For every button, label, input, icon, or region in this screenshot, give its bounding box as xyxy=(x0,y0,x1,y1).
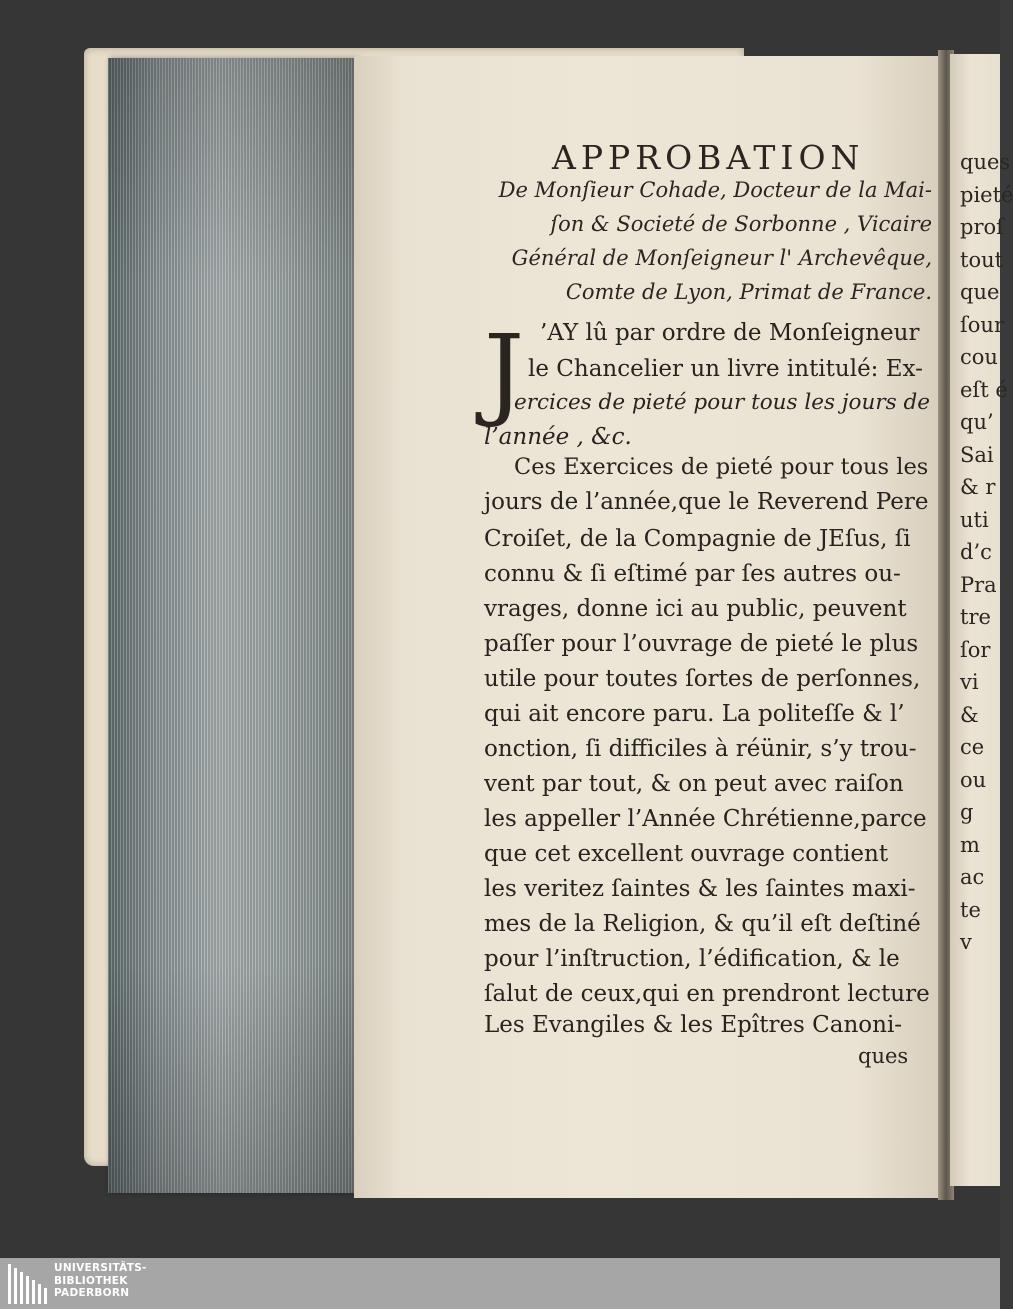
text-line: que cet excellent ouvrage contient xyxy=(484,841,889,867)
drop-capital: J xyxy=(484,313,525,430)
facing-text-fragment: ſor xyxy=(960,637,991,662)
facing-text-fragment: vi xyxy=(960,670,979,694)
facing-text-fragment: eſt é xyxy=(960,377,1008,402)
facing-text-fragment: v xyxy=(960,930,972,954)
library-line: BIBLIOTHEK xyxy=(54,1274,128,1287)
text-line: pour l’inſtruction, l’édification, & le xyxy=(484,946,900,972)
text-line: l’année , &c. xyxy=(484,424,632,450)
facing-text-fragment: m xyxy=(960,832,980,857)
facing-text-fragment: ſour xyxy=(960,312,1004,337)
subtitle-line: Comte de Lyon, Primat de France. xyxy=(565,280,932,304)
facing-page xyxy=(950,54,1013,1186)
library-name xyxy=(54,1262,147,1300)
library-logo-icon xyxy=(8,1264,48,1304)
text-line: vrages, donne ici au public, peuvent xyxy=(484,596,907,622)
facing-text-fragment: & xyxy=(960,702,979,727)
library-line: UNIVERSITÄTS- xyxy=(54,1262,147,1274)
text-line: Ces Exercices de pieté pour tous les xyxy=(514,454,929,480)
facing-text-fragment: uti xyxy=(960,507,989,532)
facing-text-fragment: que xyxy=(960,280,1000,304)
text-line: onction, ſi difficiles à réünir, s’y trou- xyxy=(484,736,917,762)
text-line: jours de l’année,que le Reverend Pere xyxy=(484,489,929,515)
facing-text-fragment: proſ xyxy=(960,215,1004,239)
facing-text-fragment: te xyxy=(960,897,981,922)
text-line: les appeller l’Année Chrétienne,parce xyxy=(484,806,927,832)
text-line: le Chancelier un livre intitulé: Ex- xyxy=(528,356,923,382)
subtitle-line: De Monſieur Cohade, Docteur de la Mai- xyxy=(498,178,932,202)
facing-text-fragment: tout xyxy=(960,247,1004,272)
text-line: utile pour toutes ſortes de perſonnes, xyxy=(484,666,921,692)
facing-text-fragment: pieté xyxy=(960,182,1013,207)
facing-text-fragment: Sai xyxy=(960,442,994,467)
text-line: ’AY lû par ordre de Monſeigneur xyxy=(540,320,920,346)
facing-text-fragment: tre xyxy=(960,605,991,629)
text-line: les veritez ſaintes & les ſaintes maxi- xyxy=(484,876,916,902)
text-line: Les Evangiles & les Epîtres Canoni- xyxy=(484,1012,903,1038)
facing-text-fragment: Pra xyxy=(960,572,997,597)
text-line: mes de la Religion, & qu’il eſt deſtiné xyxy=(484,911,921,937)
subtitle-line: ſon & Societé de Sorbonne , Vicaire xyxy=(550,212,932,236)
facing-text-fragment: g xyxy=(960,800,974,824)
catchword: ques xyxy=(858,1044,909,1068)
text-line: ercices de pieté pour tous les jours de xyxy=(514,390,930,415)
page-title: APPROBATION xyxy=(552,138,865,177)
facing-text-fragment: ac xyxy=(960,865,985,889)
text-line: paſſer pour l’ouvrage de pieté le plus xyxy=(484,631,919,657)
facing-text-fragment: d’c xyxy=(960,540,992,564)
text-line: Croiſet, de la Compagnie de JEſus, ſi xyxy=(484,526,911,552)
facing-text-fragment: qu’ xyxy=(960,410,994,434)
subtitle-line: Général de Monſeigneur l' Archevêque, xyxy=(511,246,932,270)
facing-text-fragment: cou xyxy=(960,345,998,369)
facing-text-fragment: ce xyxy=(960,735,985,759)
text-line: connu & ſi eſtimé par ſes autres ou- xyxy=(484,561,901,587)
facing-text-fragment: ques xyxy=(960,150,1011,174)
text-line: ſalut de ceux,qui en prendront lecture xyxy=(484,981,930,1007)
facing-text-fragment: & r xyxy=(960,475,996,499)
library-line: PADERBORN xyxy=(54,1287,130,1299)
footer-bar xyxy=(0,1258,1000,1309)
text-line: vent par tout, & on peut avec raiſon xyxy=(484,771,904,797)
fore-edge-shade xyxy=(108,58,358,1193)
text-line: qui ait encore paru. La politeſſe & l’ xyxy=(484,701,905,727)
facing-text-fragment: ou xyxy=(960,767,987,792)
